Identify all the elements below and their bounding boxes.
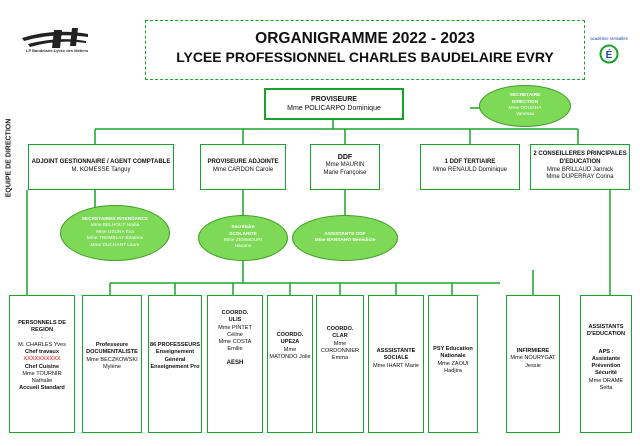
bubble-title: ASSISTANTE DDF (324, 231, 366, 237)
box-documentaliste (82, 295, 142, 433)
box-adjoint-gestionnaire (28, 144, 174, 190)
page-subtitle: LYCEE PROFESSIONNEL CHARLES BAUDELAIRE EVRY (176, 49, 554, 65)
academie-logo-text: académie Versailles (590, 36, 628, 41)
box-ddf (310, 144, 380, 190)
box-infirmiere (506, 295, 560, 433)
bubble-secretaires-intendance (60, 205, 170, 261)
box-line: Prévention (591, 363, 621, 370)
box-line: Mme BECZKOWSKI (86, 356, 138, 363)
box-title: ADJOINT GESTIONNAIRE / AGENT COMPTABLE (31, 159, 171, 165)
bubble-line: Mme TREMBLAY Béatrice (86, 236, 144, 242)
box-psy (428, 295, 478, 433)
bubble-secretaire-direction (479, 85, 571, 127)
bubble-line: Mme UZUNA Eva (96, 229, 134, 235)
box-title: Professeure DOCUMENTALISTE (86, 342, 138, 356)
box-line: Sécurité (594, 370, 618, 377)
box-line: Mme COSTA (218, 339, 252, 346)
box-line: Céline (227, 331, 243, 338)
bubble-secretaire-scolarite (198, 215, 288, 261)
svg-text:É: É (605, 50, 613, 61)
box-line: MATONDO Jolie (269, 353, 311, 360)
box-title: 1 DDF TERTIAIRE (444, 159, 496, 165)
box-line: Mme IHART Marie (372, 362, 420, 369)
box-title: DDF (337, 154, 353, 161)
box-title: COORDO. ULIS (221, 310, 249, 324)
school-logo-graphic (14, 22, 122, 64)
box-line: Accueil Standard (19, 385, 65, 392)
box-line: Hadjira (444, 367, 462, 374)
bubble-line: Mme DUCHANT Laure (90, 242, 140, 248)
box-line: Mme DRAME (588, 377, 624, 384)
school-logo (14, 22, 122, 64)
side-label: EQUIPE DE DIRECTION (5, 118, 13, 198)
box-line: Chef travaux (25, 349, 59, 356)
box-cpe (530, 144, 630, 190)
bubble-line: Mme DOUGHA (508, 106, 542, 111)
box-title: 2 CONSEILLERES PRINCIPALES D'EDUCATION (533, 151, 627, 165)
bubble-line: Vanessa (515, 112, 535, 118)
proviseure-title: PROVISEURE (311, 96, 357, 103)
bubble-line: Mme BANSAHO Bénédicte (314, 238, 376, 243)
box-line: Chef Cuisine (24, 363, 60, 370)
box-title: INFIRMIERE (516, 348, 550, 354)
box-line: Enseignement (155, 349, 195, 356)
box-line: Mme BRILLAUD Jannick (546, 166, 614, 173)
box-title: COORDO. UPE2A (276, 332, 304, 346)
box-line: Mme NOURYGAT (510, 355, 556, 362)
box-line: Mme PINTET (218, 324, 252, 331)
box-line: Mme TOURNIR (22, 370, 62, 377)
box-line: - (41, 334, 43, 341)
bubble-title: Secrétaire SCOLARITE (229, 225, 257, 237)
box-line: Mme DUPERRAY Corina (546, 174, 614, 181)
box-line: Nathalie (31, 378, 53, 385)
box-professeurs (148, 295, 202, 433)
box-line: Emilie (227, 346, 243, 353)
box-title: PSY Education Nationale (433, 346, 473, 360)
box-line: AESH (226, 359, 244, 366)
box-line: Mme (283, 346, 297, 353)
box-coordo-upe2a (267, 295, 313, 433)
box-line: M. KOMESSE Tanguy (71, 166, 131, 173)
box-assistante-sociale (368, 295, 424, 433)
bubble-line: Mme BELHOUT Nadia (90, 223, 140, 229)
box-line: Mylène (102, 363, 122, 370)
box-proviseure (264, 88, 404, 120)
bubble-line: Mme ZEMMOURI (223, 238, 263, 243)
bubble-line: Hanane (234, 244, 252, 250)
redacted-name: XXXXXXXXXX (23, 356, 61, 363)
school-logo-text: LP Baudelaire-Lycée des Métiers (26, 48, 89, 53)
box-title: ASSSISTANTE SOCIALE (376, 348, 416, 362)
box-title: PROVISEURE ADJOINTE (207, 159, 279, 165)
box-line: Mme (333, 340, 347, 347)
box-line: Setta (599, 384, 613, 391)
bubble-assistante-ddf (292, 215, 398, 261)
box-proviseure-adjointe (200, 144, 286, 190)
page-title: ORGANIGRAMME 2022 - 2023 (255, 30, 475, 47)
box-line: Assistante (591, 355, 621, 362)
box-title: COORDO. CLAR (326, 326, 354, 340)
box-title: ASSISTANTS D'EDUCATION (586, 324, 626, 338)
box-title: PERSONNELS DE REGION (18, 320, 66, 334)
title-box (145, 20, 585, 80)
box-line: Mme MAURIN (325, 162, 365, 169)
box-line: Enseignement Pro (150, 363, 200, 370)
box-ddf-tertiaire (420, 144, 520, 190)
box-title: 86 PROFESSEURS (149, 342, 201, 348)
box-line: APS : (598, 348, 614, 355)
box-line: Marie Françoise (323, 169, 367, 176)
box-line: M. CHARLES Yves (18, 341, 66, 348)
box-coordo-ulis (207, 295, 263, 433)
box-line: Mme CARDON Carole (212, 166, 274, 173)
box-line: Jessie (525, 362, 541, 369)
academie-logo (588, 36, 630, 76)
bubble-title: SECRETAIRE DIRECTION (509, 93, 541, 105)
bubble-title: SECRETAIRES INTENDANCE (81, 216, 149, 222)
box-line: Mme ZAOUI (437, 360, 469, 367)
box-line: Emma (331, 355, 349, 362)
box-line: Mme RENAULD Dominique (432, 166, 508, 173)
box-coordo-clar (316, 295, 364, 433)
box-personnels-region (9, 295, 75, 433)
box-line: CORDONNIER (320, 347, 360, 354)
box-line: Général (164, 356, 186, 363)
proviseure-name: Mme POLICARPO Dominique (287, 105, 381, 113)
academie-logo-graphic (599, 44, 619, 64)
box-assistants-education (580, 295, 632, 433)
